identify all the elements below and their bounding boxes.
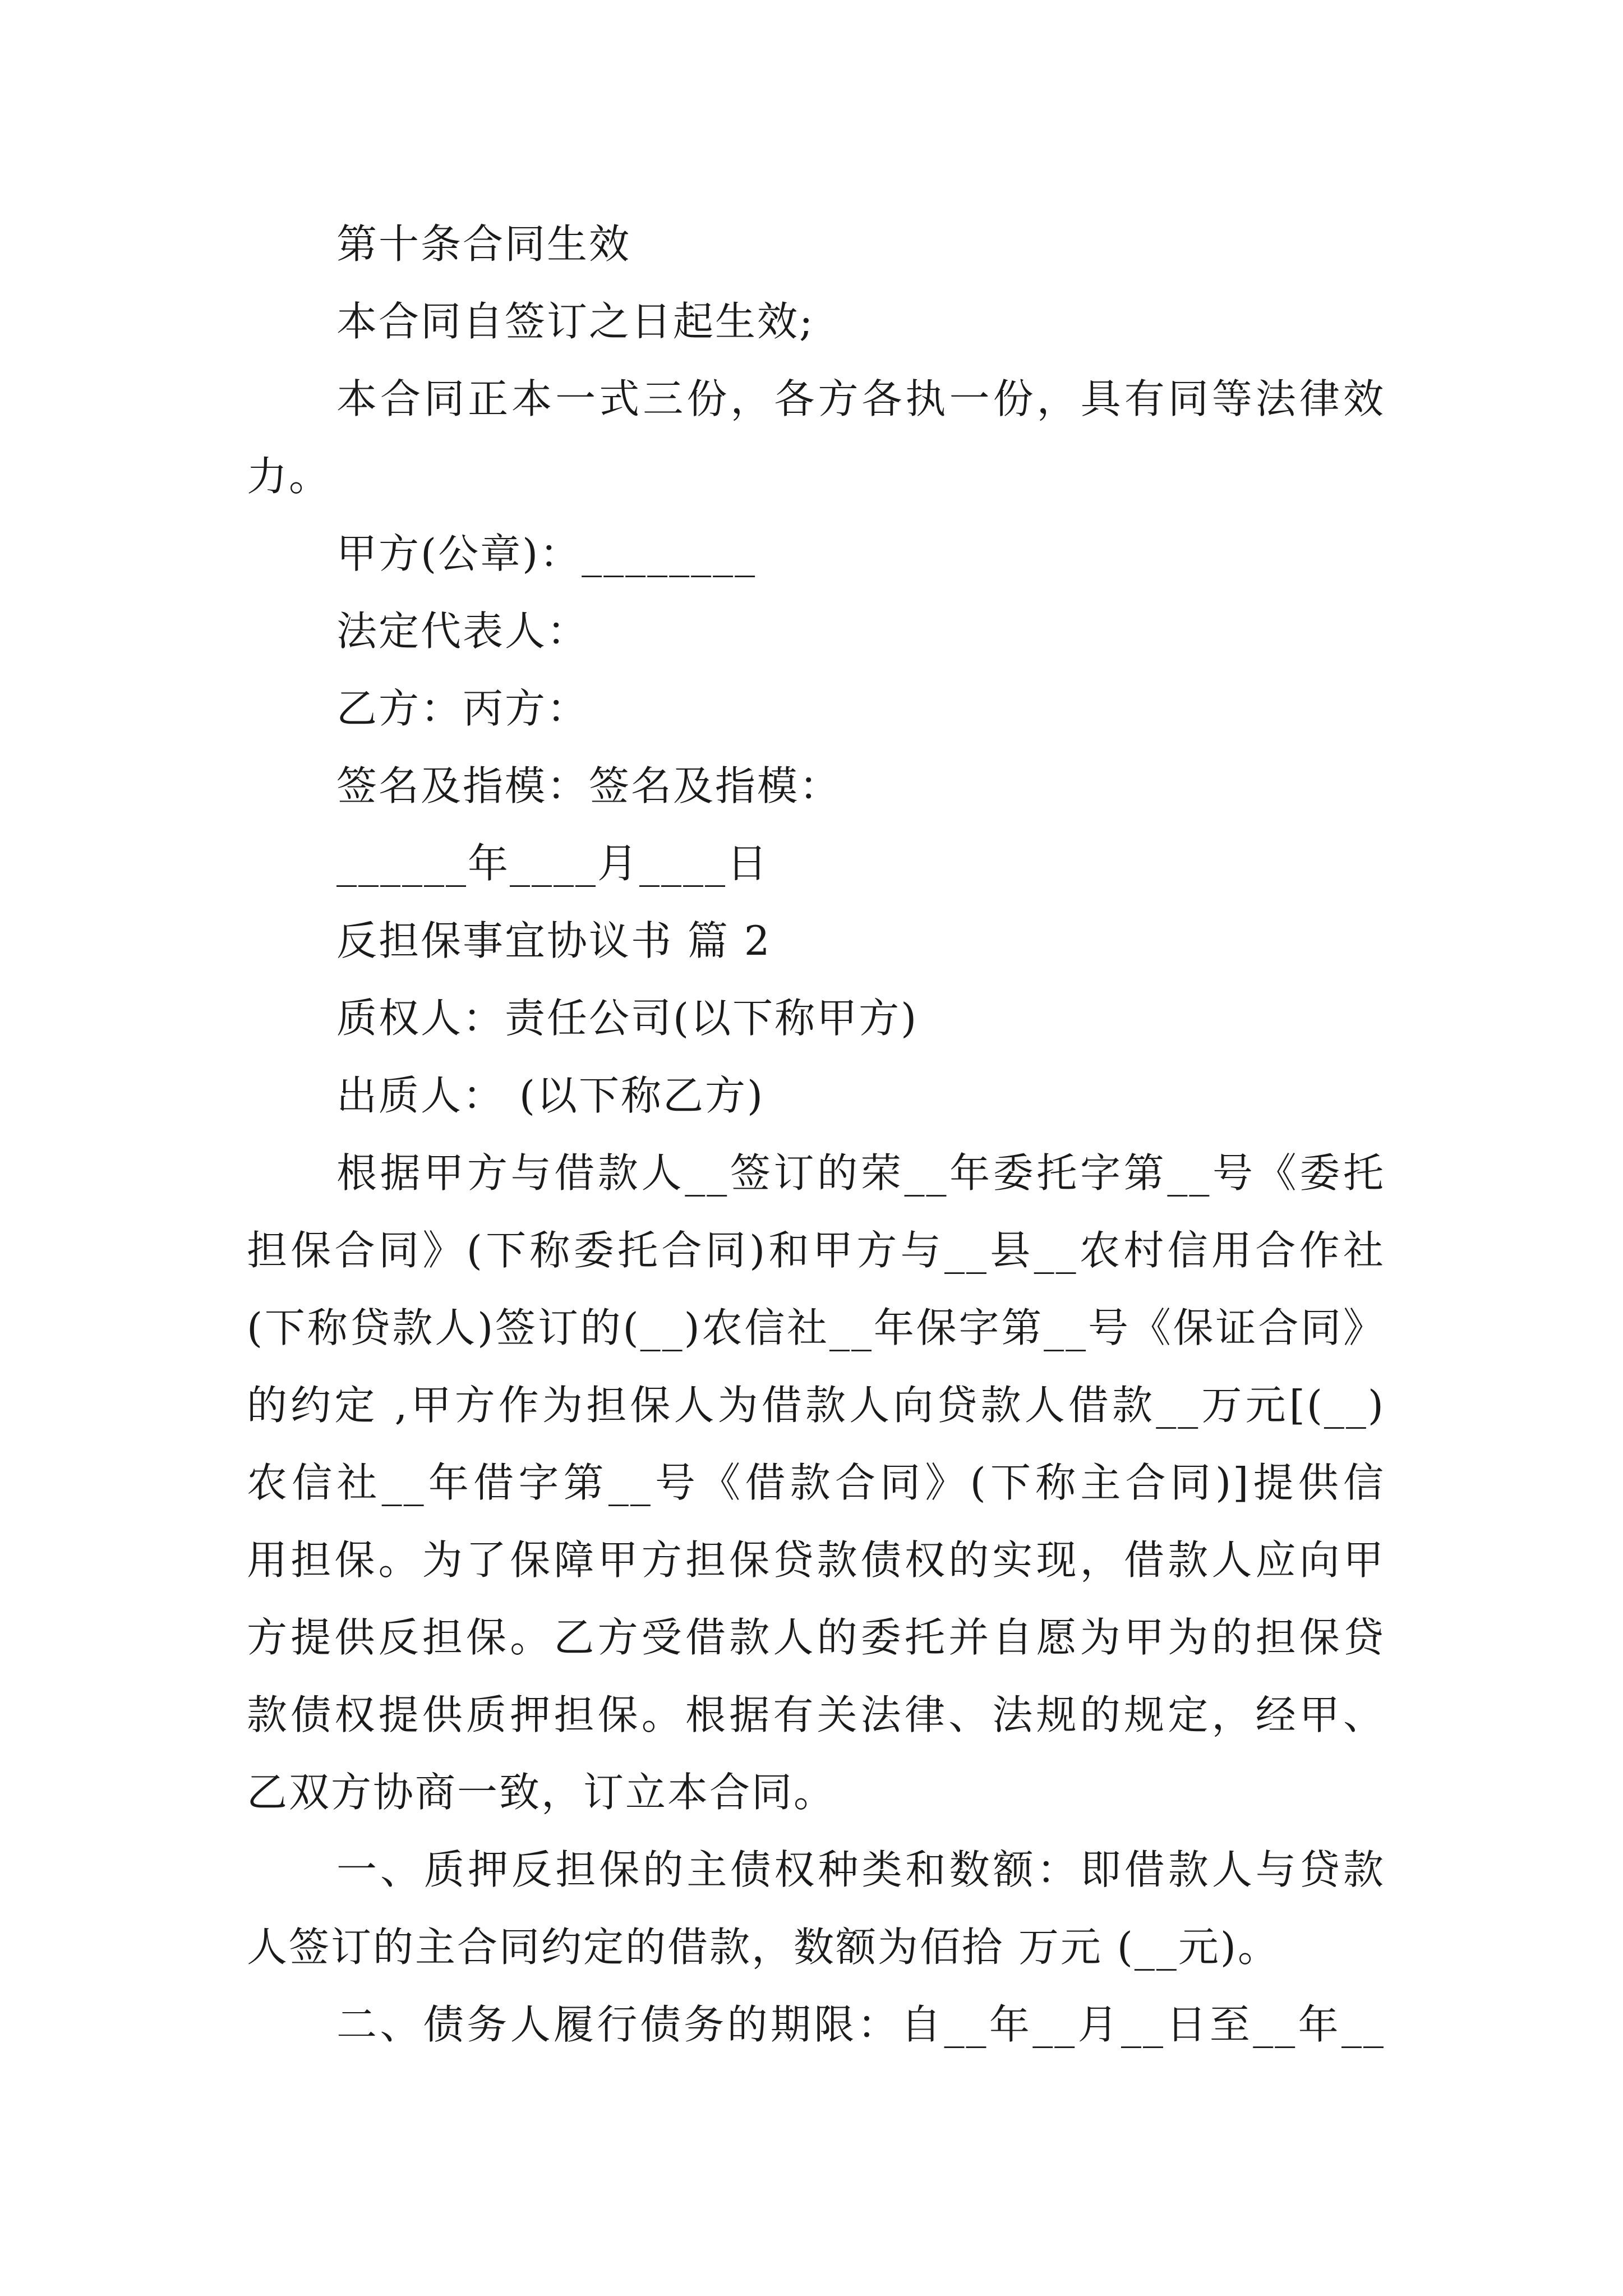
legal-representative-line: 法定代表人：	[336, 608, 589, 655]
pledgee-line: 质权人：责任公司(以下称甲方)	[336, 995, 919, 1042]
article-heading: 第十条合同生效	[336, 220, 631, 268]
clause-one-line: 一、质押反担保的主债权种类和数额：即借款人与贷款	[336, 1846, 1385, 1893]
paragraph-line: 本合同正本一式三份，各方各执一份，具有同等法律效	[336, 375, 1385, 422]
paragraph-line: 根据甲方与借款人__签订的荣__年委托字第__号《委托	[336, 1149, 1385, 1197]
date-line: ______年____月____日	[336, 840, 769, 887]
paragraph-line: 的约定 ,甲方作为担保人为借款人向贷款人借款__万元[(__)	[247, 1382, 1385, 1429]
clause-one-line: 人签订的主合同约定的借款，数额为佰拾 万元 (__元)。	[247, 1924, 1280, 1971]
paragraph-line: (下称贷款人)签订的(__)农信社__年保字第__号《保证合同》	[247, 1304, 1385, 1351]
paragraph-line: 担保合同》(下称委托合同)和甲方与__县__农村信用合作社	[247, 1227, 1385, 1274]
paragraph-line: 力。	[247, 453, 331, 500]
contract-body	[247, 205, 1385, 2063]
signature-line: 签名及指模：签名及指模：	[336, 762, 842, 809]
paragraph-line: 方提供反担保。乙方受借款人的委托并自愿为甲为的担保贷	[247, 1614, 1385, 1661]
clause-two-line: 二、债务人履行债务的期限：自__年__月__日至__年__	[336, 2001, 1385, 2048]
paragraph-line: 款债权提供质押担保。根据有关法律、法规的规定，经甲、	[247, 1691, 1385, 1738]
section-title: 反担保事宜协议书 篇 2	[336, 917, 772, 964]
pledgor-line: 出质人： (以下称乙方)	[336, 1072, 765, 1119]
paragraph-line: 用担保。为了保障甲方担保贷款债权的实现，借款人应向甲	[247, 1536, 1385, 1584]
paragraph-line: 本合同自签订之日起生效;	[336, 298, 815, 345]
party-a-seal-line: 甲方(公章)：________	[336, 530, 757, 577]
party-bc-line: 乙方：丙方：	[336, 685, 589, 732]
paragraph-line: 农信社__年借字第__号《借款合同》(下称主合同)]提供信	[247, 1459, 1385, 1506]
paragraph-line: 乙双方协商一致，订立本合同。	[247, 1769, 836, 1816]
